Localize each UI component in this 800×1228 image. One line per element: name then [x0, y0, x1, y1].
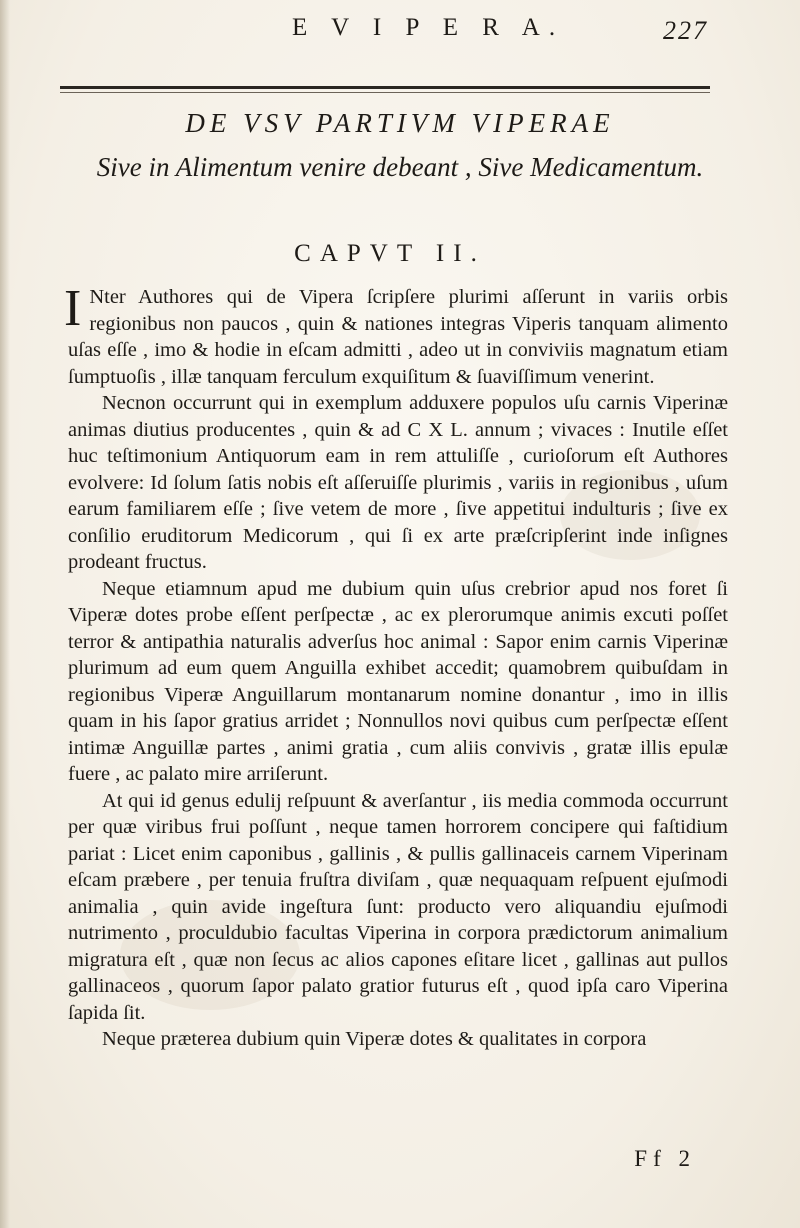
running-head	[0, 10, 800, 50]
signature-mark: Ff 2	[634, 1146, 696, 1171]
page-number: 227	[663, 16, 708, 45]
chapter-subtitle: Sive in Alimentum venire debeant , Sive Medicamentum.	[96, 152, 704, 182]
drop-cap: I	[64, 280, 82, 337]
paragraph: At qui id genus edulij reſpuunt & averſantur , iis media commoda occurrunt per quæ viribus frui poſſunt , neque tamen horrorem concipere qui faſtidium pariat : Licet enim caponibus , gallinis , & pullis gallinaceis carnem Viperinam eſcam præbere , per tenuia fruſtra diviſam , quæ nequaquam reſpuent ejuſmodi animalia , quin avide ingeſtura ſunt: producto vero aliquandiu ejuſmodi nutrimento , proculdubio facultas Viperina in corpora prædictorum animalium migratura eſt , quæ non ſecus ac alios capones eſitare licet , gallinas aut pullos gallinaceos , quorum ſapor palato gratior futurus eſt , quod ipſa caro Viperina ſapida ſit.	[68, 789, 728, 1024]
running-title: E V I P E R A.	[292, 14, 565, 41]
paragraph: Neque etiamnum apud me dubium quin uſus crebrior apud nos foret ſi Viperæ dotes probe eſſent perſpectæ , ac ex plerorumque animis excuti poſſet terror & antipathia naturalis adverſus hoc animal : Sapor enim carnis Viperinæ plurimum ad eum quem Anguilla exhibet accedit; quamobrem quibuſdam in regionibus Viperæ Anguillarum montanarum nomine donantur , imo in illis quam in his ſapor gratius arridet ; Nonnullos novi quibus cum perſpectæ eſſent intimæ Anguillæ partes , animi gratia , cum aliis convivis , gratæ illis epulæ fuere , ac palato mire arriſerunt.	[68, 577, 728, 785]
body-text	[64, 280, 728, 1053]
chapter-title: DE VSV PARTIVM VIPERAE	[185, 108, 615, 138]
paragraph	[64, 280, 728, 390]
paragraph: Neque præterea dubium quin Viperæ dotes & qualitates in corpora	[102, 1028, 647, 1050]
page-gutter-shadow	[0, 0, 10, 1228]
paragraph: Necnon occurrunt qui in exemplum adduxere populos uſu carnis Viperinæ animas diutius producentes , quin & ad C X L. annum ; vivaces : Inutile eſſet huc teſtimonium Antiquorum eam in rem attuliſſe , curioſorum eſt Authores evolvere: Id ſolum ſatis nobis eſt aſſeruiſſe plurimis , variis in regionibus , uſum earum familiarem eſſe ; ſive vetem de more , ſive appetitui indulturis ; ſive ex conſilio eruditorum Medicorum , qui ſi ex arte præſcripſerint inde inſignes prodeant fructus.	[68, 392, 728, 573]
header-rule	[60, 86, 710, 89]
paragraph-text: Nter Authores qui de Vipera ſcripſere plurimi aſſerunt in variis orbis regionibus non paucos , quin & nationes integras Viperis tanquam alimento uſas eſſe , imo & hodie in eſcam admitti , adeo ut in conviviis magnatum etiam ſumptuoſis , illæ tanquam ferculum exquiſitum & ſuaviſſimum venerint.	[68, 286, 728, 388]
header-rule-thin	[60, 92, 710, 93]
chapter-label: CAPVT II.	[294, 240, 486, 267]
